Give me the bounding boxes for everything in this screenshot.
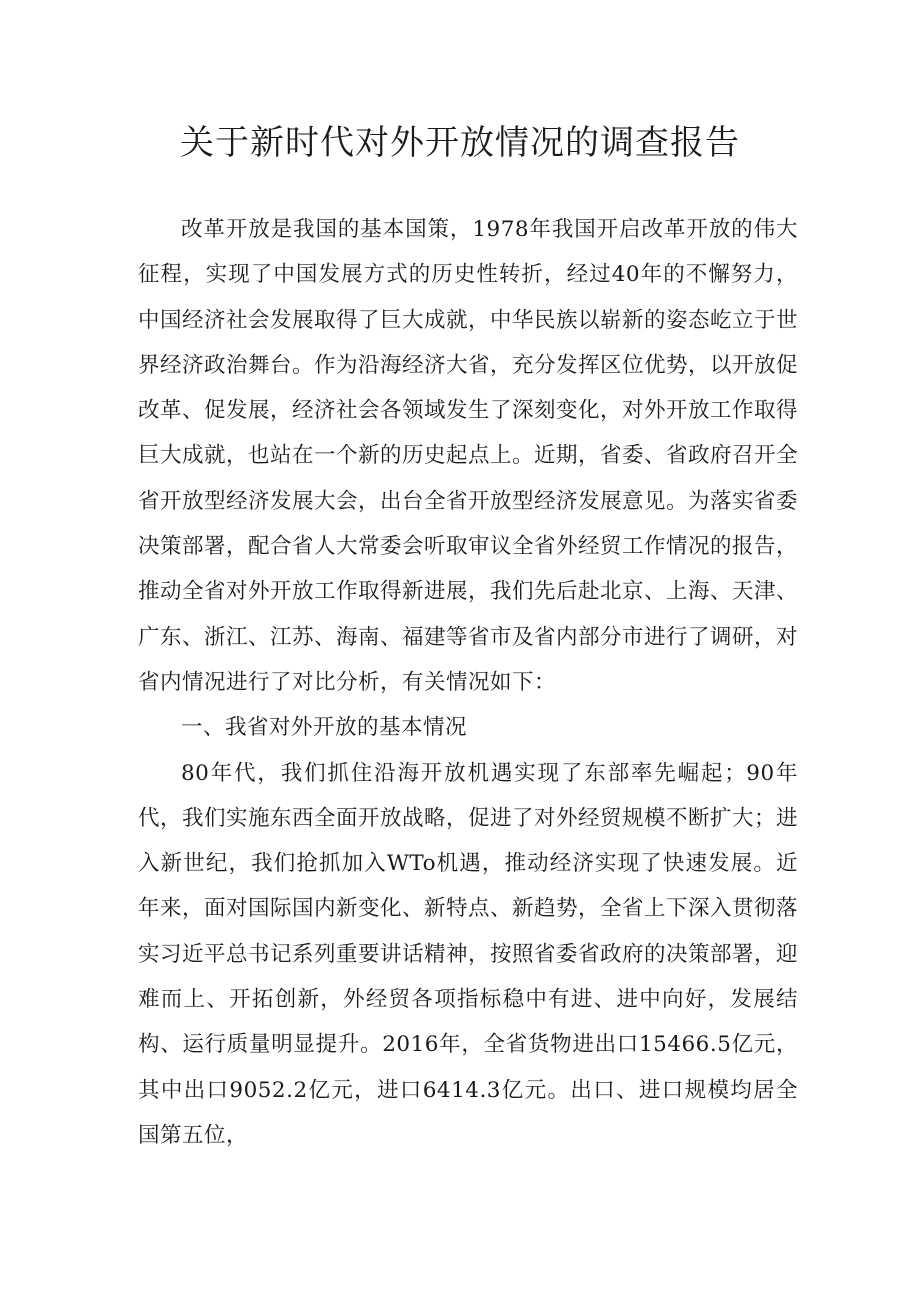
intro-paragraph: 改革开放是我国的基本国策，1978年我国开启改革开放的伟大征程，实现了中国发展方式的历史性转折，经过40年的不懈努力，中国经济社会发展取得了巨大成就，中华民族以崭新的姿态屹立于世界经济政治舞台。作为沿海经济大省，充分发挥区位优势，以开放促改革、促发展，经济社会各领域发生了深刻变化，对外开放工作取得巨大成就，也站在一个新的历史起点上。近期，省委、省政府召开全省开放型经济发展大会，出台全省开放型经济发展意见。为落实省委决策部署，配合省人大常委会听取审议全省外经贸工作情况的报告，推动全省对外开放工作取得新进展，我们先后赴北京、上海、天津、广东、浙江、江苏、海南、福建等省市及省内部分市进行了调研，对省内情况进行了对比分析，有关情况如下： bbox=[138, 217, 799, 695]
document-body bbox=[138, 207, 798, 1158]
section-heading: 一、我省对外开放的基本情况 bbox=[181, 715, 468, 741]
document-title: 关于新时代对外开放情况的调查报告 bbox=[180, 123, 740, 163]
section-paragraph: 80年代，我们抓住沿海开放机遇实现了东部率先崛起；90年代，我们实施东西全面开放战略，促进了对外经贸规模不断扩大；进入新世纪，我们抢抓加入WTo机遇，推动经济实现了快速发展。近年来，面对国际国内新变化、新特点、新趋势，全省上下深入贯彻落实习近平总书记系列重要讲话精神，按照省委省政府的决策部署，迎难而上、开拓创新，外经贸各项指标稳中有进、进中向好，发展结构、运行质量明显提升。2016年，全省货物进出口15466.5亿元，其中出口9052.2亿元，进口6414.3亿元。出口、进口规模均居全国第五位， bbox=[138, 760, 799, 1148]
